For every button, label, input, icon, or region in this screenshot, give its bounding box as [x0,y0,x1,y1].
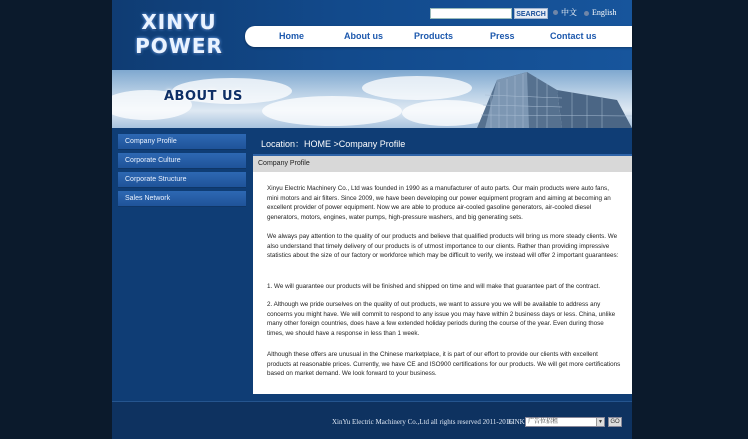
cloud-decoration [362,76,472,100]
lang-english-link[interactable] [584,7,616,19]
content-paragraph: 1. We will guarantee our products will be finished and shipped on time and will make that guarantee part of the contract. [267,283,601,290]
go-button[interactable]: GO [608,417,622,427]
copyright-text: XinYu Electric Machinery Co.,Ltd all rights reserved 2011-2016 [332,418,513,426]
banner-title: ABOUT US [164,89,243,104]
sidebar-item-corporate-structure[interactable]: Corporate Structure [118,172,246,188]
lang-english-label: English [592,8,617,17]
cloud-decoration [262,96,402,126]
breadcrumb: Location：HOME >Company Profile [253,134,632,156]
header [112,0,632,70]
content-paragraph: We always pay attention to the quality of our products and believe that qualified products will bring us more steady clients. We also understand that timely delivery of our products is of utmost importance to our clients. Rather than providing impressive statistics about the size of our factory or workforce which may be difficult to verify, we instead will offer 2 important guarantees: [267,233,619,259]
sidebar-item-company-profile[interactable]: Company Profile [118,134,246,150]
content-paragraph: Although these offers are unusual in the Chinese marketplace, it is part of our effort to provide our clients with excellent products at reasonable prices. Currently, we have CE and ISO900 certifications for our products. We will get more certifications based on market demand. We look forward to your business. [267,351,621,377]
nav-products[interactable]: Products [414,31,454,41]
link-select[interactable] [525,417,605,427]
sidebar-item-sales-network[interactable]: Sales Network [118,191,246,207]
link-select-value: 广告位招租 [528,419,559,425]
lang-chinese-label: 中文 [561,8,577,17]
nav-contact-us[interactable]: Contact us [550,31,597,41]
search-input[interactable] [430,8,512,19]
logo-line-2: POWER [135,34,223,58]
nav-home[interactable]: Home [279,31,305,41]
content-paragraph: 2. Although we pride ourselves on the quality of out products, we want to assure you we will be available to address any concerns you might have. We will commit to respond to any issue you may have within 2 business days or less. China, unlike many other foreign countries, does have a few extended holiday periods during the course of the year. Even during those times, we should have a response in less than 1 week. [267,301,616,337]
link-label: LINK [508,418,525,426]
banner [112,70,632,128]
nav-about-us[interactable]: About us [344,31,383,41]
nav-press[interactable]: Press [490,31,515,41]
main-nav [245,26,632,47]
content-footer-strip [253,394,632,400]
logo-line-1: XINYU [141,10,217,34]
sidebar-item-corporate-culture[interactable]: Corporate Culture [118,153,246,169]
lang-chinese-link[interactable] [553,7,577,19]
skyscraper-graphic [467,70,632,128]
sidebar [118,134,246,211]
content-body [253,172,632,394]
page-container [112,0,632,439]
logo[interactable] [134,10,224,58]
content-paragraph: Xinyu Electric Machinery Co., Ltd was founded in 1990 as a manufacturer of auto parts. Our main products were auto fans, mini motors and air filters. Since 2009, we have been developing our power equipment program and aiming at becoming an excellent provider of power equipment. Now we are able to produce air-cooled gasoline generators, air-cooled diesel generators, motors, engines, water pumps, high-pressure washers, and big generating sets. [267,185,611,221]
chevron-down-icon[interactable]: ▼ [596,418,604,426]
bullet-icon [584,11,589,16]
search-button[interactable]: SEARCH [514,8,548,19]
footer [112,401,632,439]
section-title: Company Profile [253,156,632,172]
bullet-icon [553,10,558,15]
